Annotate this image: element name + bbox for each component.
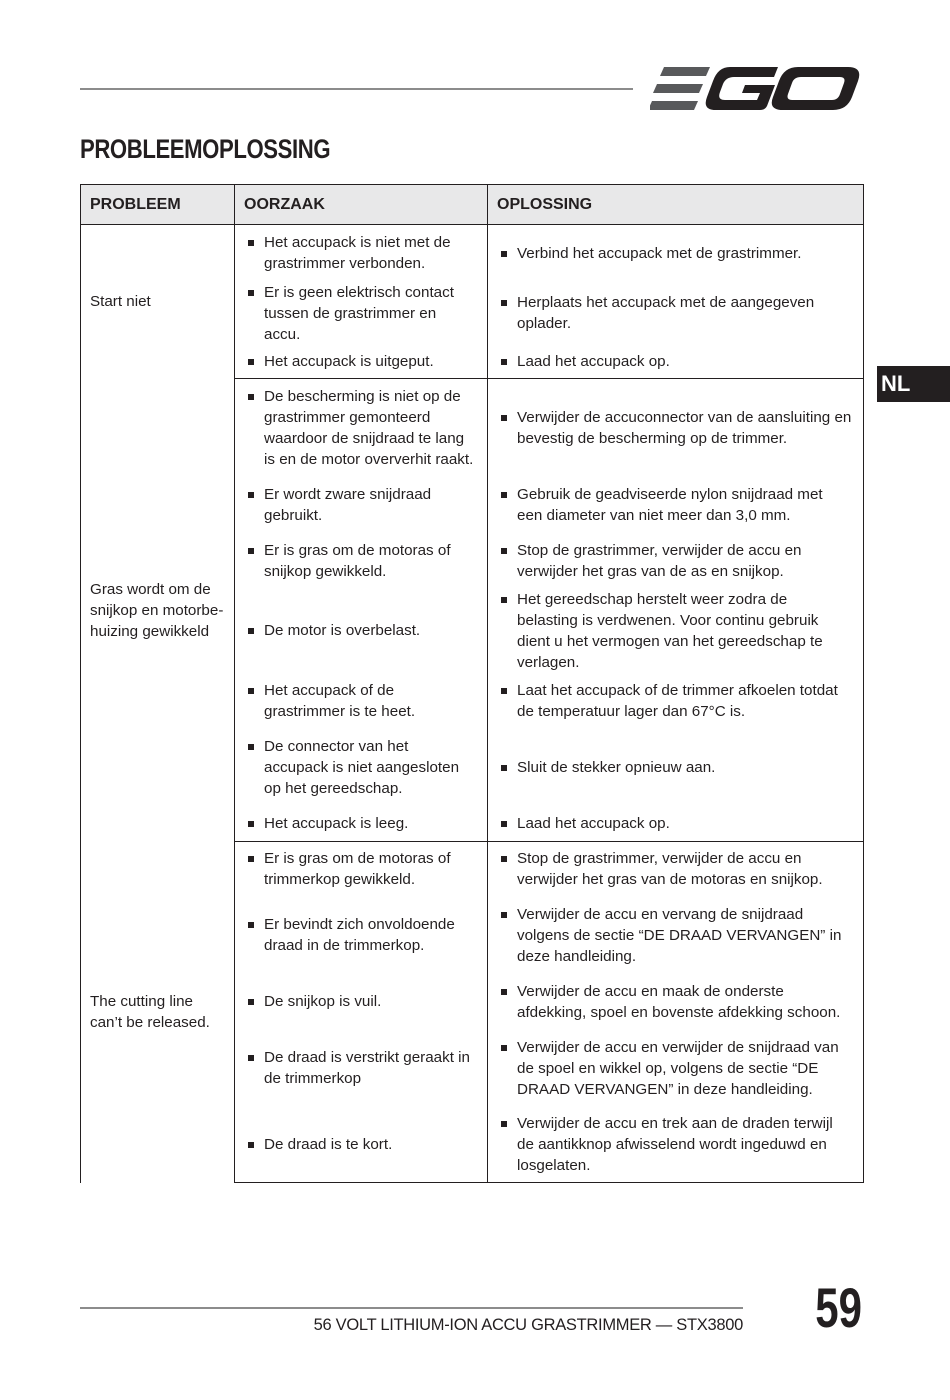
bullet-icon: [501, 597, 507, 603]
solution-text: Gebruik de geadviseerde nylon snijdraad met een diameter van niet meer dan 3,0 mm.: [517, 485, 823, 524]
cause-text: De motor is overbelast.: [264, 622, 421, 639]
solution-cell: [488, 282, 864, 345]
bullet-icon: [501, 765, 507, 771]
table-row: [81, 379, 864, 477]
cause-cell: [235, 1107, 488, 1183]
solution-cell: [488, 897, 864, 974]
bullet-icon: [501, 821, 507, 827]
language-tab: NL: [877, 366, 950, 402]
table-row: [81, 842, 864, 897]
cause-text: De bescherming is niet op de grastrimmer gemonteerd waardoor de snijdraad te lang is en de motor oververhit raakt.: [264, 387, 474, 468]
cause-cell: [235, 974, 488, 1030]
solution-cell: [488, 225, 864, 282]
solution-cell: [488, 345, 864, 379]
problem-cell: Gras wordt om de snijkop en motorbe-huizing gewikkeld: [81, 379, 235, 842]
cause-text: Er is gras om de motoras of trimmerkop gewikkeld.: [264, 850, 451, 889]
footer-product-title: 56 VOLT LITHIUM-ION ACCU GRASTRIMMER — STX3800: [313, 1316, 743, 1334]
footer-rule: [80, 1307, 743, 1309]
solution-cell: [488, 379, 864, 477]
table-row: [81, 225, 864, 282]
cause-cell: [235, 225, 488, 282]
bullet-icon: [501, 1121, 507, 1127]
solution-text: Laat het accupack of de trimmer afkoelen totdat de temperatuur lager dan 67°C is.: [517, 681, 838, 720]
cause-text: Er is gras om de motoras of snijkop gewikkeld.: [264, 541, 451, 580]
solution-text: Verwijder de accu en trek aan de draden terwijl de aantikknop afwisselend wordt ingeduwd en losgelaten.: [517, 1114, 833, 1174]
bullet-icon: [501, 492, 507, 498]
header-rule: [80, 88, 633, 90]
cause-cell: [235, 842, 488, 897]
cause-cell: [235, 589, 488, 673]
solution-text: Verwijder de accu en maak de onderste afdekking, spoel en bovenste afdekking schoon.: [517, 982, 841, 1021]
solution-text: Verwijder de accu en vervang de snijdraad volgens de sectie “DE DRAAD VERVANGEN” in deze handleiding.: [517, 905, 842, 965]
solution-text: Verwijder de accu en verwijder de snijdraad van de spoel en wikkel op, volgens de sectie “DE DRAAD VERVANGEN” in deze handleiding.: [517, 1038, 839, 1098]
bullet-icon: [248, 1055, 254, 1061]
solution-cell: [488, 477, 864, 533]
solution-cell: [488, 1030, 864, 1107]
solution-cell: [488, 1107, 864, 1183]
solution-text: Verwijder de accuconnector van de aansluiting en bevestig de bescherming op de trimmer.: [517, 408, 852, 447]
solution-cell: [488, 533, 864, 589]
bullet-icon: [501, 300, 507, 306]
table-header-row: [81, 185, 864, 225]
solution-cell: [488, 589, 864, 673]
solution-text: Stop de grastrimmer, verwijder de accu en verwijder het gras van de motoras en snijkop.: [517, 850, 823, 889]
bullet-icon: [248, 744, 254, 750]
bullet-icon: [248, 492, 254, 498]
bullet-icon: [501, 359, 507, 365]
solution-cell: [488, 673, 864, 729]
header-solution: OPLOSSING: [488, 185, 864, 225]
bullet-icon: [501, 912, 507, 918]
solution-text: Verbind het accupack met de grastrimmer.: [517, 244, 802, 262]
bullet-icon: [248, 688, 254, 694]
cause-cell: [235, 897, 488, 974]
bullet-icon: [248, 922, 254, 928]
solution-cell: [488, 974, 864, 1030]
cause-text: Er bevindt zich onvoldoende draad in de trimmerkop.: [264, 916, 455, 954]
bullet-icon: [248, 394, 254, 400]
cause-text: Er is geen elektrisch contact tussen de grastrimmer en accu.: [264, 283, 454, 343]
bullet-icon: [248, 359, 254, 365]
cause-cell: [235, 345, 488, 379]
bullet-icon: [248, 821, 254, 827]
bullet-icon: [501, 856, 507, 862]
problem-cell: Start niet: [81, 225, 235, 379]
troubleshooting-table: [80, 184, 864, 1183]
solution-text: Herplaats het accupack met de aangegeven oplader.: [517, 294, 815, 332]
cause-cell: [235, 806, 488, 842]
solution-cell: [488, 729, 864, 806]
bullet-icon: [501, 548, 507, 554]
cause-text: Er wordt zware snijdraad gebruikt.: [264, 485, 432, 524]
cause-text: Het accupack is niet met de grastrimmer verbonden.: [264, 234, 451, 273]
solution-text: Stop de grastrimmer, verwijder de accu en verwijder het gras van de as en snijkop.: [517, 541, 802, 580]
cause-cell: [235, 477, 488, 533]
cause-cell: [235, 673, 488, 729]
header-problem: PROBLEEM: [81, 185, 235, 225]
cause-text: De draad is verstrikt geraakt in de trimmerkop: [264, 1049, 470, 1087]
solution-text: Sluit de stekker opnieuw aan.: [517, 758, 716, 776]
cause-cell: [235, 379, 488, 477]
solution-text: Het gereedschap herstelt weer zodra de belasting is verdwenen. Voor continu gebruik dient u het vermogen van het gereedschap te verlagen.: [517, 590, 823, 671]
page-title: PROBLEEMOPLOSSING: [80, 134, 331, 164]
cause-text: Het accupack of de grastrimmer is te heet.: [264, 681, 416, 720]
bullet-icon: [501, 1045, 507, 1051]
bullet-icon: [501, 251, 507, 257]
bullet-icon: [248, 628, 254, 634]
solution-cell: [488, 806, 864, 842]
bullet-icon: [248, 999, 254, 1005]
cause-text: Het accupack is uitgeput.: [264, 352, 434, 370]
bullet-icon: [501, 989, 507, 995]
bullet-icon: [248, 240, 254, 246]
bullet-icon: [248, 856, 254, 862]
cause-cell: [235, 729, 488, 806]
solution-text: Laad het accupack op.: [517, 814, 670, 832]
cause-text: De connector van het accupack is niet aangesloten op het gereedschap.: [264, 737, 460, 797]
bullet-icon: [501, 688, 507, 694]
cause-text: De draad is te kort.: [264, 1135, 393, 1153]
header-cause: OORZAAK: [235, 185, 488, 225]
solution-text: Laad het accupack op.: [517, 352, 670, 370]
cause-cell: [235, 1030, 488, 1107]
solution-cell: [488, 842, 864, 897]
bullet-icon: [248, 290, 254, 296]
bullet-icon: [501, 415, 507, 421]
cause-cell: [235, 282, 488, 345]
ego-logo: [650, 64, 862, 114]
bullet-icon: [248, 548, 254, 554]
cause-text: Het accupack is leeg.: [264, 814, 409, 832]
cause-cell: [235, 533, 488, 589]
problem-cell: The cutting line can’t be released.: [81, 842, 235, 1183]
page-number: 59: [815, 1276, 862, 1339]
cause-text: De snijkop is vuil.: [264, 993, 382, 1010]
bullet-icon: [248, 1142, 254, 1148]
